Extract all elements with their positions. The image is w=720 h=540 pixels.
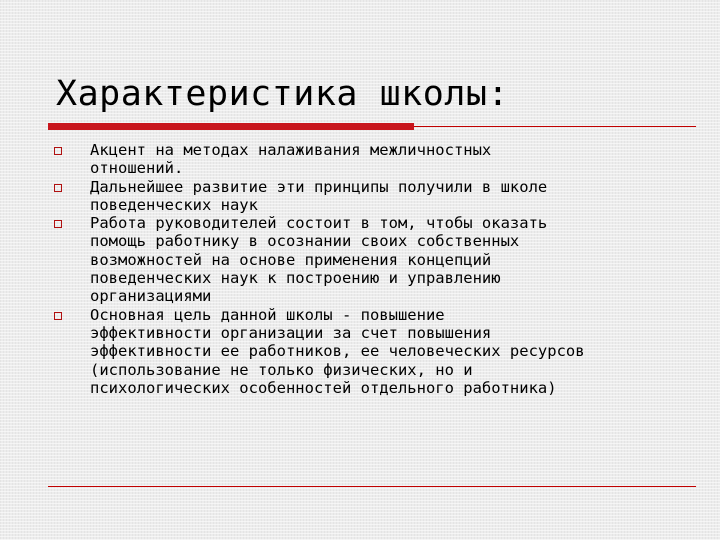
slide-title: Характеристика школы: [56, 74, 510, 114]
bullet-text: Дальнейшее развитие эти принципы получили в школе поведенческих наук [90, 177, 548, 214]
bullet-text: Работа руководителей состоит в том, чтобы оказать помощь работнику в осознании своих собственных возможностей на основе применения концепций поведенческих наук к построению и управлению организациями [90, 214, 548, 306]
bullet-text: Основная цель данной школы - повышение эффективности организации за счет повышения эффективности ее работников, ее человеческих ресурсов (использование не только физических, но и психологических особенностей отдельного работника) [90, 305, 585, 397]
bullet-list [0, 141, 720, 397]
hollow-square-bullet-icon [54, 147, 62, 155]
list-item [0, 306, 690, 397]
hollow-square-bullet-icon [54, 312, 62, 320]
list-item [0, 214, 690, 305]
footer-divider-line [48, 486, 696, 487]
list-item [0, 141, 690, 178]
hollow-square-bullet-icon [54, 220, 62, 228]
title-divider [48, 123, 696, 130]
list-item [0, 178, 690, 215]
title-divider-accent-bar [48, 123, 414, 130]
hollow-square-bullet-icon [54, 184, 62, 192]
bullet-text: Акцент на методах налаживания межличностных отношений. [90, 141, 492, 178]
